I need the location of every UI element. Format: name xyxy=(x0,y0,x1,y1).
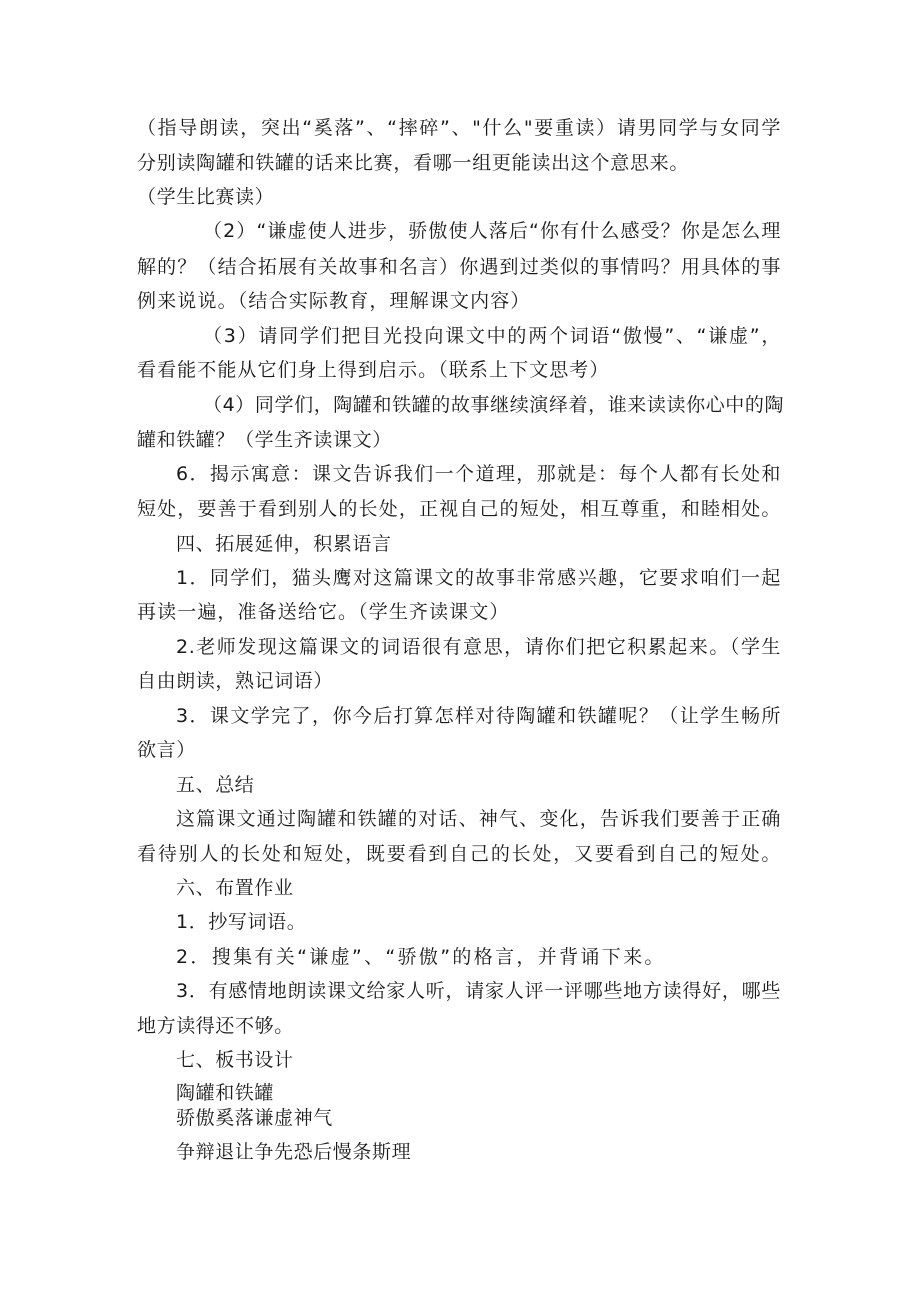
text-line: （4）同学们，陶罐和铁罐的故事继续演绎着，谁来读读你心中的陶 xyxy=(203,394,785,416)
text-line: 看待别人的长处和短处，既要看到自己的长处，又要看到自己的短处。 xyxy=(137,843,781,865)
text-line: 解的？（结合拓展有关故事和名言）你遇到过类似的事情吗？用具体的事 xyxy=(137,256,781,278)
board-title: 陶罐和铁罐 xyxy=(176,1082,275,1104)
text-line: 2.老师发现这篇课文的词语很有意思，请你们把它积累起来。（学生 xyxy=(176,636,781,658)
text-line: 1．抄写词语。 xyxy=(176,911,307,933)
text-line: 看看能不能从它们身上得到启示。（联系上下文思考） xyxy=(137,359,609,381)
section-heading: 四、拓展延伸，积累语言 xyxy=(176,533,392,555)
board-line: 骄傲奚落谦虚神气 xyxy=(176,1107,333,1129)
section-heading: 五、总结 xyxy=(176,774,255,796)
text-line: （3）请同学们把目光投向课文中的两个词语“傲慢”、“谦虚”， xyxy=(203,325,781,347)
text-line: 地方读得还不够。 xyxy=(137,1015,294,1037)
section-heading: 六、布置作业 xyxy=(176,877,294,899)
text-line: 欲言） xyxy=(137,739,196,761)
text-line: 分别读陶罐和铁罐的话来比赛，看哪一组更能读出这个意思来。 xyxy=(137,152,689,174)
text-line: 再读一遍，准备送给它。（学生齐读课文） xyxy=(137,601,509,623)
text-line: （学生比赛读） xyxy=(137,186,275,208)
section-heading: 七、板书设计 xyxy=(176,1049,294,1071)
text-line: 6．揭示寓意：课文告诉我们一个道理，那就是：每个人都有长处和 xyxy=(176,463,781,485)
board-line: 争辩退让争先恐后慢条斯理 xyxy=(176,1141,412,1163)
text-line: 这篇课文通过陶罐和铁罐的对话、神气、变化，告诉我们要善于正确 xyxy=(176,808,781,830)
text-line: 1．同学们，猫头鹰对这篇课文的故事非常感兴趣，它要求咱们一起 xyxy=(176,567,781,589)
text-line: 3．课文学完了，你今后打算怎样对待陶罐和铁罐呢？（让学生畅所 xyxy=(176,705,781,727)
text-line: 2．搜集有关“谦虚”、“骄傲”的格言，并背诵下来。 xyxy=(176,946,664,968)
text-line: 3．有感情地朗读课文给家人听，请家人评一评哪些地方读得好，哪些 xyxy=(176,980,781,1002)
text-line: 例来说说。（结合实际教育，理解课文内容） xyxy=(137,290,530,312)
text-line: 自由朗读，熟记词语） xyxy=(137,670,334,692)
text-line: （2）“谦虚使人进步，骄傲使人落后“你有什么感受？你是怎么理 xyxy=(203,220,781,242)
text-line: 罐和铁罐？（学生齐读课文） xyxy=(137,429,392,451)
text-line: （指导朗读，突出“奚落”、“摔碎”、"什么"要重读）请男同学与女同学 xyxy=(137,117,781,139)
text-line: 短处，要善于看到别人的长处，正视自己的短处，相互尊重，和睦相处。 xyxy=(137,498,781,520)
